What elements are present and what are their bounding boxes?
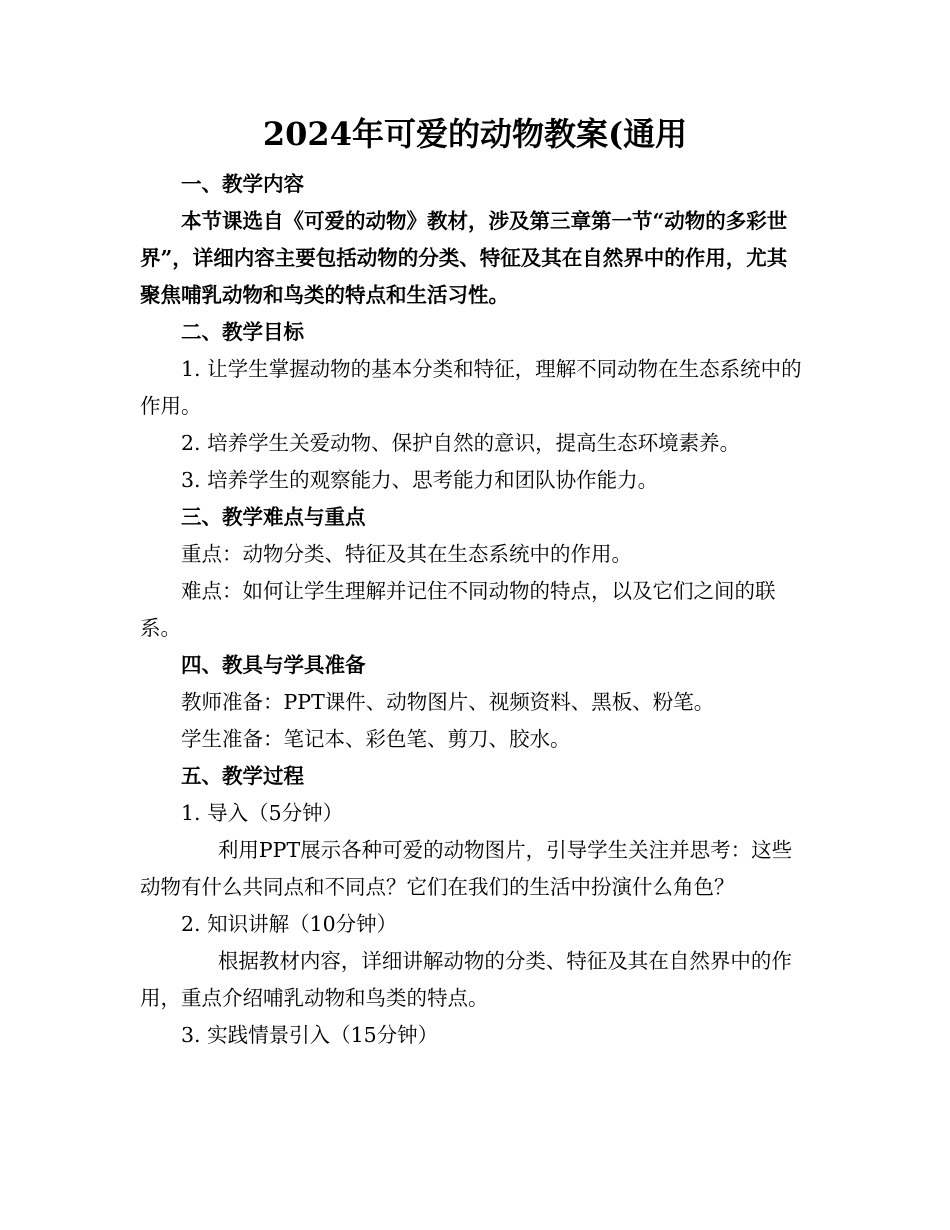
heading-teaching-goals: 二、教学目标 bbox=[181, 320, 304, 344]
heading-difficulties-keypoints: 三、教学难点与重点 bbox=[181, 505, 366, 529]
heading-teaching-tools: 四、教具与学具准备 bbox=[181, 653, 366, 677]
paragraph-difficulties: 难点：如何让学生理解并记住不同动物的特点，以及它们之间的联系。 bbox=[140, 579, 776, 640]
document-body bbox=[140, 166, 806, 1054]
paragraph-teacher-prep: 教师准备：PPT课件、动物图片、视频资料、黑板、粉笔。 bbox=[181, 690, 715, 714]
paragraph-process-practice-heading: 3. 实践情景引入（15分钟） bbox=[181, 1023, 439, 1047]
heading-teaching-content: 一、教学内容 bbox=[181, 172, 304, 196]
paragraph-goal-1: 1. 让学生掌握动物的基本分类和特征，理解不同动物在生态系统中的作用。 bbox=[140, 357, 802, 418]
paragraph-process-intro: 利用PPT展示各种可爱的动物图片，引导学生关注并思考：这些动物有什么共同点和不同点？它们在我们的生活中扮演什么角色？ bbox=[140, 838, 793, 899]
paragraph-process-intro-heading: 1. 导入（5分钟） bbox=[181, 801, 344, 825]
paragraph-student-prep: 学生准备：笔记本、彩色笔、剪刀、胶水。 bbox=[181, 727, 571, 751]
paragraph-keypoints: 重点：动物分类、特征及其在生态系统中的作用。 bbox=[181, 542, 632, 566]
paragraph-process-explain: 根据教材内容，详细讲解动物的分类、特征及其在自然界中的作用，重点介绍哺乳动物和鸟类的特点。 bbox=[140, 949, 792, 1010]
paragraph-goal-2: 2. 培养学生关爱动物、保护自然的意识，提高生态环境素养。 bbox=[181, 431, 741, 455]
document-title: 2024年可爱的动物教案(通用 bbox=[262, 115, 688, 153]
paragraph-teaching-content: 本节课选自《可爱的动物》教材，涉及第三章第一节“动物的多彩世界”，详细内容主要包括动物的分类、特征及其在自然界中的作用，尤其聚焦哺乳动物和鸟类的特点和生活习性。 bbox=[140, 209, 788, 307]
heading-teaching-process: 五、教学过程 bbox=[181, 764, 304, 788]
paragraph-process-explain-heading: 2. 知识讲解（10分钟） bbox=[181, 912, 398, 936]
paragraph-goal-3: 3. 培养学生的观察能力、思考能力和团队协作能力。 bbox=[181, 468, 659, 492]
